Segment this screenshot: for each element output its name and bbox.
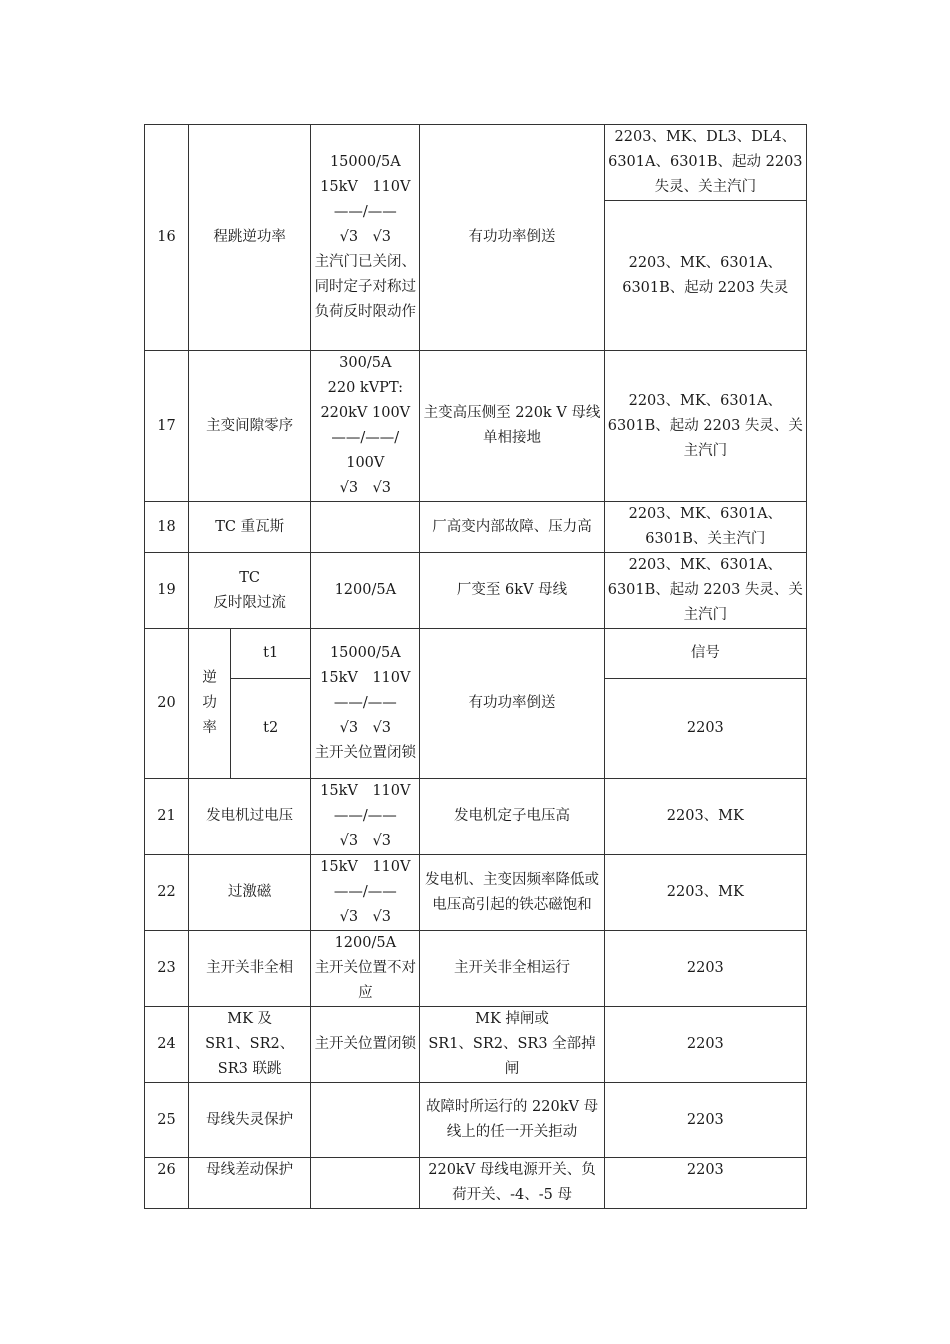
reason-cell: 有功功率倒送 [420,629,604,779]
stage-label: t1 [231,629,311,679]
table-row [145,125,807,201]
reason-cell: 厂变至 6kV 母线 [420,553,604,629]
reason-cell: 220kV 母线电源开关、负荷开关、-4、-5 母 [420,1158,604,1209]
table-row [145,629,807,679]
action-cell: 信号 [604,629,806,679]
action-cell: 2203 [604,931,806,1007]
row-number: 18 [145,502,189,553]
action-cell: 2203、MK、6301A、6301B、关主汽门 [604,502,806,553]
protection-name: 逆 功 率 [189,629,231,779]
row-number: 22 [145,855,189,931]
ratio-cell: 1200/5A [311,553,420,629]
ratio-cell [311,1083,420,1158]
protection-name: 主变间隙零序 [189,351,311,502]
ratio-cell: 主开关位置闭锁 [311,1007,420,1083]
row-number: 26 [145,1158,189,1209]
row-number: 16 [145,125,189,351]
ratio-cell: 300/5A 220 kVPT: 220kV 100V ——/——/ 100V √3 √3 [311,351,420,502]
table-row [145,502,807,553]
table-row [145,553,807,629]
protection-name: 主开关非全相 [189,931,311,1007]
action-cell: 2203 [604,1083,806,1158]
table-row [145,351,807,502]
reason-cell: 主变高压侧至 220k V 母线单相接地 [420,351,604,502]
protection-name: 母线失灵保护 [189,1083,311,1158]
table-row [145,1083,807,1158]
row-number: 19 [145,553,189,629]
reason-cell: 有功功率倒送 [420,125,604,351]
protection-name: MK 及 SR1、SR2、SR3 联跳 [189,1007,311,1083]
action-cell: 2203、MK、6301A、6301B、起动 2203 失灵、关主汽门 [604,351,806,502]
row-number: 17 [145,351,189,502]
action-cell: 2203、MK、6301A、6301B、起动 2203 失灵、关主汽门 [604,553,806,629]
ratio-cell [311,1158,420,1209]
ratio-cell: 15kV 110V ——/—— √3 √3 [311,779,420,855]
reason-cell: 主开关非全相运行 [420,931,604,1007]
row-number: 24 [145,1007,189,1083]
table-row [145,931,807,1007]
ratio-cell: 15000/5A 15kV 110V ——/—— √3 √3 主开关位置闭锁 [311,629,420,779]
action-cell: 2203、MK、DL3、DL4、6301A、6301B、起动 2203 失灵、关主汽门 [604,125,806,201]
ratio-cell: 15kV 110V ——/—— √3 √3 [311,855,420,931]
ratio-cell: 1200/5A 主开关位置不对应 [311,931,420,1007]
row-number: 20 [145,629,189,779]
reason-cell: MK 掉闸或 SR1、SR2、SR3 全部掉闸 [420,1007,604,1083]
protection-name: 发电机过电压 [189,779,311,855]
table-row [145,1007,807,1083]
reason-cell: 厂高变内部故障、压力高 [420,502,604,553]
ratio-cell: 15000/5A 15kV 110V ——/—— √3 √3 主汽门已关闭、同时定子对称过负荷反时限动作 [311,125,420,351]
row-number: 25 [145,1083,189,1158]
action-cell: 2203 [604,1007,806,1083]
protection-name: TC 重瓦斯 [189,502,311,553]
table-row [145,779,807,855]
protection-name: 母线差动保护 [189,1158,311,1209]
protection-name: TC 反时限过流 [189,553,311,629]
reason-cell: 发电机、主变因频率降低或电压高引起的铁芯磁饱和 [420,855,604,931]
ratio-cell [311,502,420,553]
action-cell: 2203 [604,1158,806,1209]
table-row [145,855,807,931]
table-row [145,1158,807,1209]
row-number: 23 [145,931,189,1007]
protection-name: 过激磁 [189,855,311,931]
reason-cell: 发电机定子电压高 [420,779,604,855]
row-number: 21 [145,779,189,855]
action-cell: 2203、MK、6301A、6301B、起动 2203 失灵 [604,201,806,351]
action-cell: 2203 [604,679,806,779]
protection-name: 程跳逆功率 [189,125,311,351]
action-cell: 2203、MK [604,855,806,931]
stage-label: t2 [231,679,311,779]
reason-cell: 故障时所运行的 220kV 母线上的任一开关拒动 [420,1083,604,1158]
action-cell: 2203、MK [604,779,806,855]
protection-table [144,124,807,1209]
